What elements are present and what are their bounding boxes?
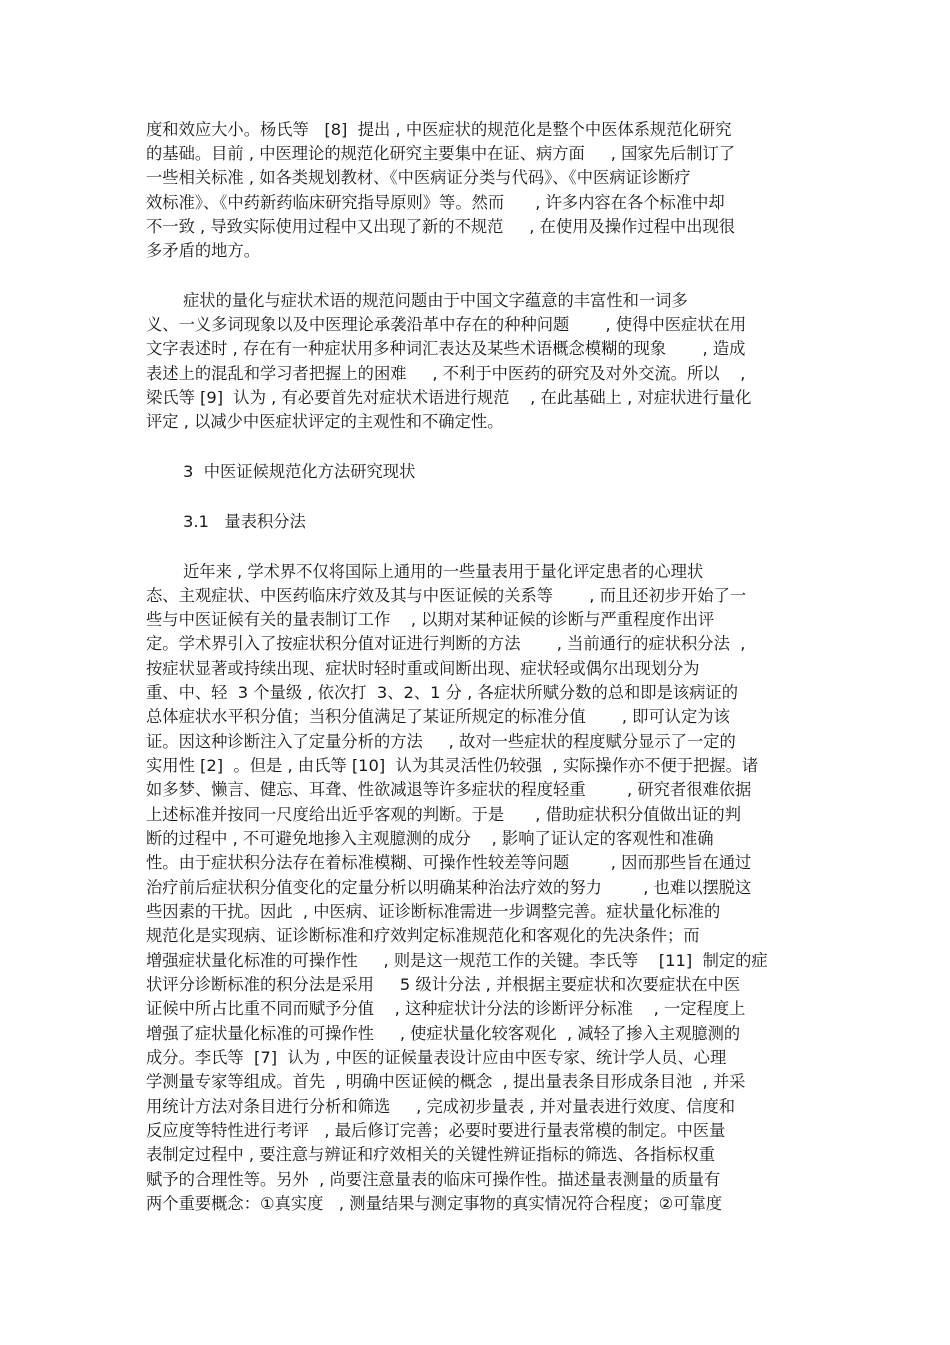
text-line: 定。学术界引入了按症状积分值对证进行判断的方法 , 当前通行的症状积分法 ,: [146, 634, 746, 653]
text-line: 多矛盾的地方。: [146, 241, 260, 260]
text-line: 断的过程中 , 不可避免地掺入主观臆测的成分 , 影响了证认定的客观性和准确: [146, 829, 714, 848]
text-line: 性。由于症状积分法存在着标准模糊、可操作性较差等问题 , 因而那些旨在通过: [146, 853, 752, 872]
text-line: 治疗前后症状积分值变化的定量分析以明确某种治法疗效的努力 , 也难以摆脱这: [146, 878, 752, 897]
text-line: 评定 , 以减少中医症状评定的主观性和不确定性。: [146, 412, 504, 431]
text-line: 成分。李氏等 [7] 认为 , 中医的证候量表设计应由中医专家、统计学人员、心理: [146, 1048, 727, 1067]
text-line: 重、中、轻 3 个量级 , 依次打 3、2、1 分 , 各症状所赋分数的总和即是该病证的: [146, 683, 738, 702]
text-line: 反应度等特性进行考评 , 最后修订完善；必要时要进行量表常模的制定。中医量: [146, 1121, 726, 1140]
text-line: 按症状显著或持续出现、症状时轻时重或间断出现、症状轻或偶尔出现划分为: [146, 659, 700, 678]
text-line: 状评分诊断标准的积分法是采用 5 级计分法 , 并根据主要症状和次要症状在中医: [146, 975, 741, 994]
text-line: 表制定过程中 , 要注意与辨证和疗效相关的关键性辨证指标的筛选、各指标权重: [146, 1145, 716, 1164]
text-line: 的基础。目前 , 中医理论的规范化研究主要集中在证、病方面 , 国家先后制订了: [146, 144, 736, 163]
text-line: 增强了症状量化标准的可操作性 , 使症状量化较客观化 , 减轻了掺入主观臆测的: [146, 1024, 741, 1043]
section-heading: 3 中医证候规范化方法研究现状: [183, 462, 416, 481]
text-line: 表述上的混乱和学习者把握上的困难 , 不利于中医药的研究及对外交流。所以 ,: [146, 364, 746, 383]
text-line: 症状的量化与症状术语的规范问题由于中国文字蕴意的丰富性和一词多: [183, 291, 688, 310]
text-line: 梁氏等 [9] 认为 , 有必要首先对症状术语进行规范 , 在此基础上 , 对症状进行量化: [146, 388, 752, 407]
text-line: 增强症状量化标准的可操作性 , 则是这一规范工作的关键。李氏等 [11] 制定的症: [146, 951, 768, 970]
text-line: 态、主观症状、中医药临床疗效及其与中医证候的关系等 , 而且还初步开始了一: [146, 586, 747, 605]
text-line: 些与中医证候有关的量表制订工作 , 以期对某种证候的诊断与严重程度作出评: [146, 610, 715, 629]
text-line: 实用性 [2] 。但是 , 由氏等 [10] 认为其灵活性仍较强 , 实际操作亦不便于把握。诸: [146, 756, 759, 775]
text-line: 近年来 , 学术界不仅将国际上通用的一些量表用于量化评定患者的心理状: [183, 562, 704, 581]
text-line: 文字表述时 , 存在有一种症状用多种词汇表达及某些术语概念模糊的现象 , 造成: [146, 339, 746, 358]
text-line: 证候中所占比重不同而赋予分值 , 这种症状计分法的诊断评分标准 , 一定程度上: [146, 999, 746, 1018]
text-line: 如多梦、懒言、健忘、耳聋、性欲减退等许多症状的程度轻重 , 研究者很难依据: [146, 780, 752, 799]
text-line: 一些相关标准 , 如各类规划教材、《中医病证分类与代码》、《中医病证诊断疗: [146, 168, 691, 187]
text-line: 上述标准并按同一尺度给出近乎客观的判断。于是 , 借助症状积分值做出证的判: [146, 805, 741, 824]
text-line: 总体症状水平积分值；当积分值满足了某证所规定的标准分值 , 即可认定为该: [146, 707, 730, 726]
text-line: 规范化是实现病、证诊断标准和疗效判定标准规范化和客观化的先决条件；而: [146, 926, 700, 945]
text-line: 些因素的干扰。因此 , 中医病、证诊断标准需进一步调整完善。症状量化标准的: [146, 902, 721, 921]
subsection-heading: 3.1 量表积分法: [183, 512, 306, 531]
text-line: 学测量专家等组成。首先 , 明确中医证候的概念 , 提出量表条目形成条目池 , 并采: [146, 1072, 746, 1091]
text-line: 证。因这种诊断注入了定量分析的方法 , 故对一些症状的程度赋分显示了一定的: [146, 732, 736, 751]
text-line: 用统计方法对条目进行分析和筛选 , 完成初步量表 , 并对量表进行效度、信度和: [146, 1097, 736, 1116]
text-line: 两个重要概念：①真实度 , 测量结果与测定事物的真实情况符合程度；②可靠度: [146, 1194, 723, 1213]
text-line: 效标准》、《中药新药临床研究指导原则》等。然而 , 许多内容在各个标准中却: [146, 193, 725, 212]
text-line: 义、一义多词现象以及中医理论承袭沿革中存在的种种问题 , 使得中医症状在用: [146, 315, 747, 334]
text-line: 赋予的合理性等。另外 , 尚要注意量表的临床可操作性。描述量表测量的质量有: [146, 1170, 721, 1189]
text-line: 度和效应大小。杨氏等 [8] 提出 , 中医症状的规范化是整个中医体系规范化研究: [146, 120, 732, 139]
text-line: 不一致 , 导致实际使用过程中又出现了新的不规范 , 在使用及操作过程中出现很: [146, 217, 736, 236]
